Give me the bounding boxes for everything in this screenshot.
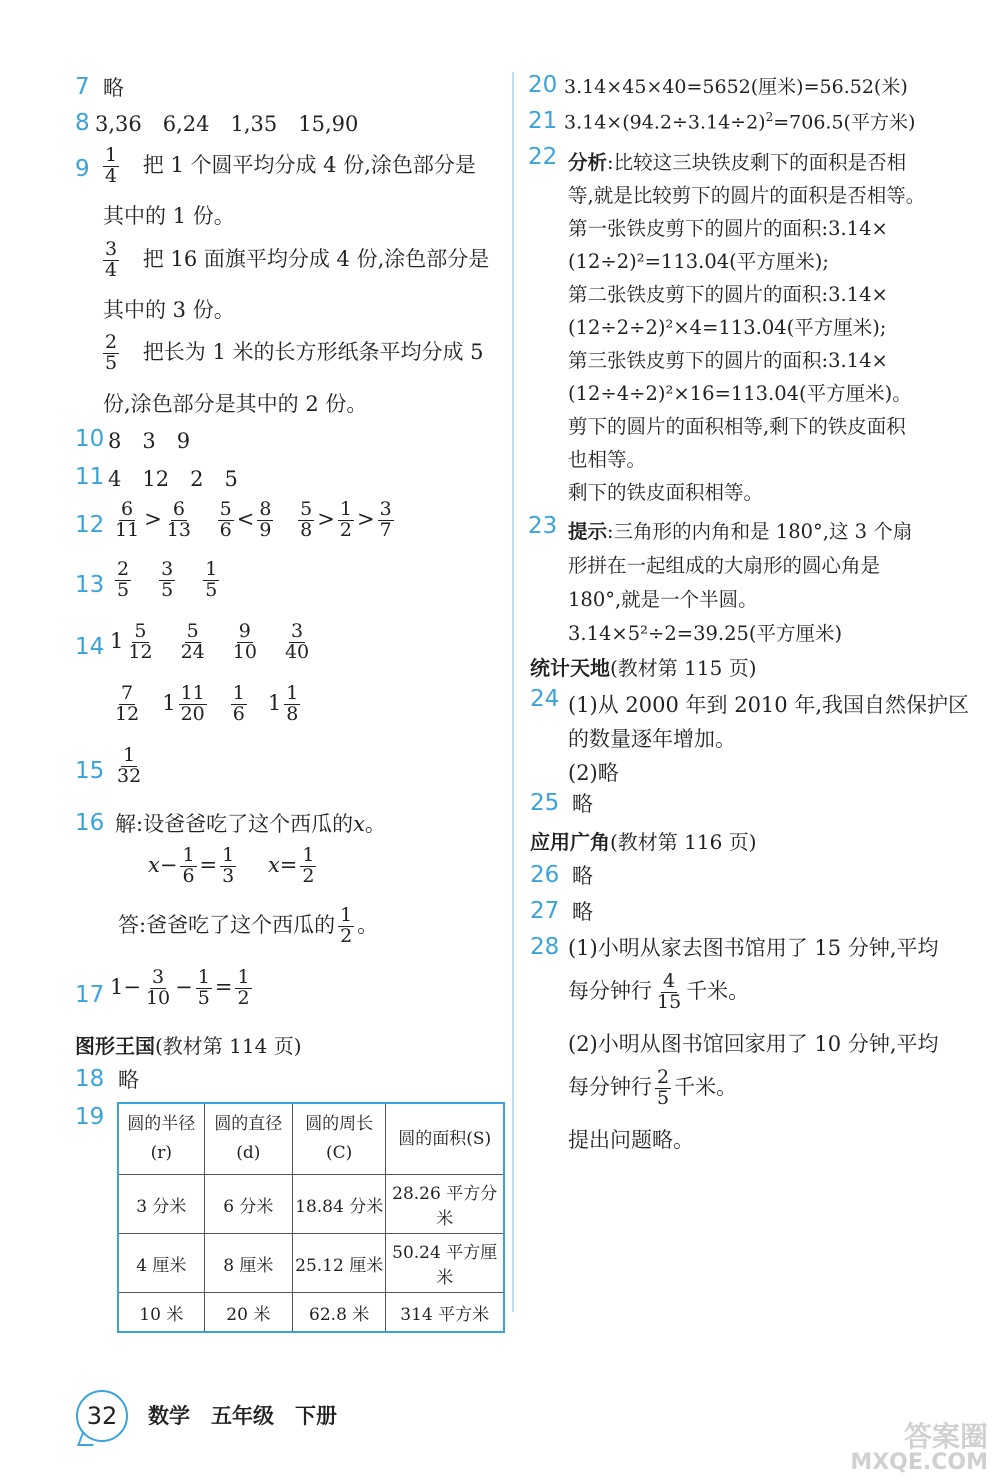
q21-answer: $3.14\times(94.2\div 3.14\div 2)^2=706.5$(平方米) [564, 110, 916, 134]
table-cell: 62.8 米 [293, 1293, 386, 1333]
section-header-statistics: 统计天地(教材第 115 页) [530, 656, 757, 680]
q26-number: 26 [530, 862, 560, 888]
q18-answer: 略 [118, 1068, 139, 1092]
q24-answer: (1)从 2000 年到 2010 年,我国自然保护区 的数量逐年增加。 (2)略 [568, 693, 970, 785]
q11-answer: 4 12 2 5 [108, 467, 238, 491]
q9-number: 9 [75, 156, 90, 182]
fraction: $\frac{3}{4}$ [105, 238, 118, 281]
q10-number: 10 [75, 426, 105, 452]
q10-answer: 8 3 9 [108, 429, 191, 453]
table-header-row [118, 1103, 504, 1175]
table-cell: 314 平方米 [386, 1293, 504, 1333]
q28-part1-cont: 每分钟行 $\frac{4}{15}$ 千米。 [568, 970, 750, 1013]
q14-number: 14 [75, 634, 105, 660]
q22-number: 22 [528, 144, 558, 170]
table-cell: 25.12 厘米 [293, 1234, 386, 1293]
table-cell: 28.26 平方分米 [386, 1175, 504, 1234]
table-cell: 18.84 分米 [293, 1175, 386, 1234]
q22-answer: 分析:比较这三块铁皮剩下的面积是否相 等,就是比较剪下的圆片的面积是否相等。 第一张铁皮剪下的圆片的面积:3.14× (12÷2)²=113.04(平方厘米); 第二张铁皮剪下的圆片的面积:3.14× (12÷2÷2)²×4=113.04(平方厘米); 第三张铁皮剪下的圆片的面积:3.14× (12÷4÷2)²×16=113.04(平方厘米)。 剪下的圆片的面积相等,剩下的铁皮面积 也相等。 剩下的铁皮面积相等。 [568, 151, 926, 504]
q17-answer: 1− $\frac{3}{10}$ − $\frac{1}{5}$ = $\frac{1}{2}$ [110, 966, 250, 1009]
q16-setup: 解:设爸爸吃了这个西瓜的x。 [115, 812, 386, 836]
q21-number: 21 [528, 108, 558, 134]
q28-part2: (2)小明从图书馆回家用了 10 分钟,平均 [568, 1032, 939, 1056]
q9-row2: $\frac{3}{4}$ 把 16 面旗平均分成 4 份,涂色部分是 [105, 238, 490, 281]
table-header-cell: 圆的面积(S) [386, 1103, 504, 1175]
q14-row2: $\frac{7}{12}$ 1 $\frac{11}{20}$ $\frac{1}{6}$ 1 $\frac{1}{8}$ [115, 682, 299, 725]
table-row [118, 1234, 504, 1293]
table-cell: 50.24 平方厘米 [386, 1234, 504, 1293]
q23-answer: 提示:三角形的内角和是 180°,这 3 个扇 形拼在一起组成的大扇形的圆心角是 180°,就是一个半圆。 3.14×5²÷2=39.25(平方厘米) [568, 520, 913, 645]
fraction: $\frac{2}{5}$ [105, 331, 118, 374]
q13-number: 13 [75, 572, 105, 598]
q8-number: 8 [75, 110, 90, 136]
table-cell: 10 米 [118, 1293, 204, 1333]
table-header-cell: 圆的周长(C) [293, 1103, 386, 1175]
q25-answer: 略 [572, 792, 593, 816]
q24-number: 24 [530, 686, 560, 712]
q9-row1-cont: 其中的 1 份。 [103, 204, 235, 228]
q28-part1: (1)小明从家去图书馆用了 15 分钟,平均 [568, 936, 939, 960]
q19-number: 19 [75, 1104, 105, 1130]
section-header-application: 应用广角(教材第 116 页) [530, 830, 757, 854]
section-header-shapes: 图形王国(教材第 114 页) [75, 1034, 302, 1058]
q28-part2-cont: 每分钟行 $\frac{2}{5}$ 千米。 [568, 1066, 738, 1109]
q28-number: 28 [530, 934, 560, 960]
table-cell: 3 分米 [118, 1175, 204, 1234]
q9-row1: $\frac{1}{4}$ 把 1 个圆平均分成 4 份,涂色部分是 [105, 144, 476, 187]
fraction: $\frac{1}{4}$ [105, 144, 118, 187]
table-row [118, 1175, 504, 1234]
q9-row2-cont: 其中的 3 份。 [103, 298, 235, 322]
q7-answer: 略 [103, 76, 124, 100]
q12-answer: $\frac{6}{11}$ > $\frac{6}{13}$ $\frac{5}{6}$ < $\frac{8}{9}$ $\frac{5}{8}$ > $\frac{1}{2}$ > $\frac{3}{7}$ [115, 498, 392, 541]
q14-row1: 1 $\frac{5}{12}$ $\frac{5}{24}$ $\frac{9}{10}$ $\frac{3}{40}$ [110, 620, 310, 663]
table-cell: 6 分米 [204, 1175, 292, 1234]
book-title: 数学 五年级 下册 [148, 1404, 337, 1428]
q20-answer: 3.14×45×40=5652(厘米)=56.52(米) [564, 76, 908, 98]
q16-number: 16 [75, 810, 105, 836]
circle-table [117, 1102, 505, 1333]
q9-row3-cont: 份,涂色部分是其中的 2 份。 [103, 392, 368, 416]
q17-number: 17 [75, 982, 105, 1008]
page-number-badge [76, 1390, 128, 1442]
q11-number: 11 [75, 464, 105, 490]
q16-answer: 答:爸爸吃了这个西瓜的 $\frac{1}{2}$ 。 [118, 904, 379, 947]
q15-number: 15 [75, 758, 105, 784]
q13-answer: $\frac{2}{5}$ $\frac{3}{5}$ $\frac{1}{5}$ [117, 558, 218, 601]
table-cell: 20 米 [204, 1293, 292, 1333]
page-number: 32 [86, 1402, 118, 1430]
column-divider [512, 72, 514, 1312]
q23-number: 23 [528, 513, 558, 539]
q7-number: 7 [75, 74, 90, 100]
q27-answer: 略 [572, 900, 593, 924]
table-header-cell: 圆的直径(d) [204, 1103, 292, 1175]
table-row [118, 1293, 504, 1333]
q28-question: 提出问题略。 [568, 1128, 694, 1152]
q16-equation: x− $\frac{1}{6}$ = $\frac{1}{3}$ x= $\frac{1}{2}$ [148, 844, 315, 887]
q8-answer: 3,36 6,24 1,35 15,90 [95, 112, 359, 136]
q25-number: 25 [530, 790, 560, 816]
q18-number: 18 [75, 1066, 105, 1092]
table-cell: 8 厘米 [204, 1234, 292, 1293]
q9-row3: $\frac{2}{5}$ 把长为 1 米的长方形纸条平均分成 5 [105, 331, 484, 374]
q26-answer: 略 [572, 864, 593, 888]
q27-number: 27 [530, 898, 560, 924]
q12-number: 12 [75, 512, 105, 538]
table-header-cell: 圆的半径(r) [118, 1103, 204, 1175]
q20-number: 20 [528, 72, 558, 98]
q15-answer: $\frac{1}{32}$ [117, 744, 142, 787]
table-cell: 4 厘米 [118, 1234, 204, 1293]
watermark-logo: 答案圈 MXQE.COM [850, 1419, 988, 1475]
